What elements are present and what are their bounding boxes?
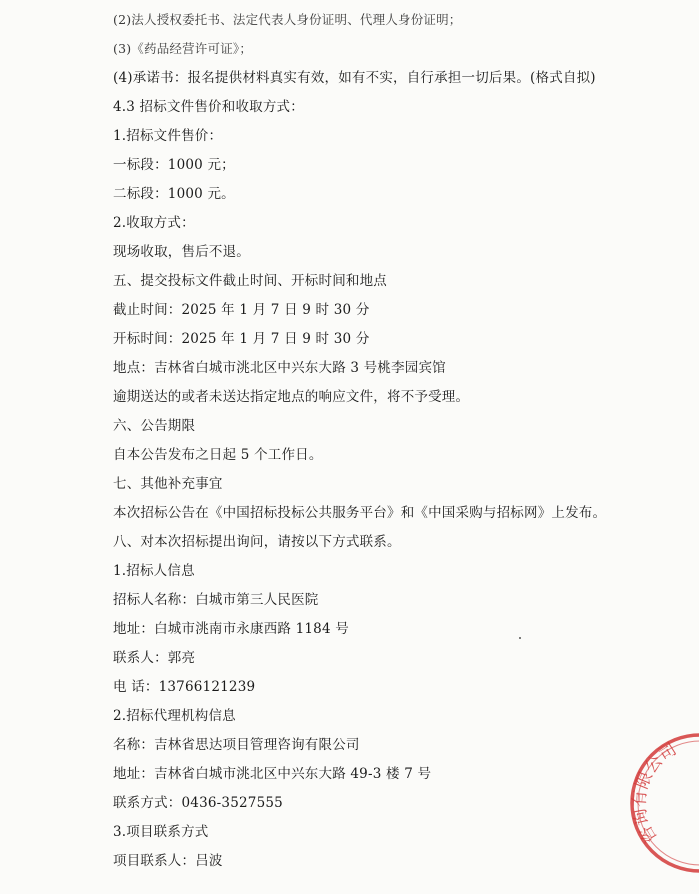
- doc-line: 自本公告发布之日起 5 个工作日。: [113, 447, 323, 463]
- doc-line: 联系人：郭亮: [113, 650, 196, 666]
- doc-line: (3)《药品经营许可证》；: [113, 41, 253, 56]
- doc-line: 地址：白城市洮南市永康西路 1184 号: [113, 621, 349, 637]
- doc-line: 截止时间：2025 年 1 月 7 日 9 时 30 分: [113, 302, 370, 318]
- doc-line: 二标段：1000 元。: [113, 186, 235, 202]
- doc-line: (2)法人授权委托书、法定代表人身份证明、代理人身份证明；: [113, 12, 462, 27]
- seal-text: 咨询有限公司: [629, 739, 681, 847]
- doc-line: 3.项目联系方式: [113, 824, 209, 840]
- company-seal-stamp: [625, 728, 699, 878]
- doc-line: 地点：吉林省白城市洮北区中兴东大路 3 号桃李园宾馆: [113, 360, 446, 376]
- doc-line: 本次招标公告在《中国招标投标公共服务平台》和《中国采购与招标网》上发布。: [113, 505, 607, 521]
- doc-line: 1.招标文件售价：: [113, 128, 223, 144]
- doc-line: 地址：吉林省白城市洮北区中兴东大路 49-3 楼 7 号: [113, 766, 432, 782]
- doc-line: 逾期送达的或者未送达指定地点的响应文件，将不予受理。: [113, 389, 470, 405]
- doc-line: 1.招标人信息: [113, 563, 195, 579]
- doc-line: 2.收取方式：: [113, 215, 195, 231]
- section-heading: 六、公告期限: [113, 418, 196, 434]
- doc-line: 招标人名称：白城市第三人民医院: [113, 592, 319, 608]
- doc-line: (4)承诺书：报名提供材料真实有效，如有不实，自行承担一切后果。(格式自拟): [113, 70, 596, 86]
- doc-line: 名称：吉林省思达项目管理咨询有限公司: [113, 737, 360, 753]
- svg-text:咨询有限公司: [625, 738, 699, 849]
- doc-line: 电 话：13766121239: [113, 679, 256, 695]
- section-heading: 八、对本次招标提出询问，请按以下方式联系。: [113, 534, 401, 550]
- scan-speck: [519, 637, 521, 639]
- section-heading: 五、提交投标文件截止时间、开标时间和地点: [113, 273, 387, 289]
- doc-line: 一标段：1000 元；: [113, 157, 235, 173]
- doc-line: 联系方式：0436-3527555: [113, 795, 283, 811]
- doc-line: 现场收取，售后不退。: [113, 244, 250, 260]
- section-heading: 4.3 招标文件售价和收取方式：: [113, 99, 304, 115]
- doc-line: 项目联系人：吕波: [113, 853, 223, 869]
- doc-line: 2.招标代理机构信息: [113, 708, 236, 724]
- doc-line: 开标时间：2025 年 1 月 7 日 9 时 30 分: [113, 331, 370, 347]
- section-heading: 七、其他补充事宜: [113, 476, 223, 492]
